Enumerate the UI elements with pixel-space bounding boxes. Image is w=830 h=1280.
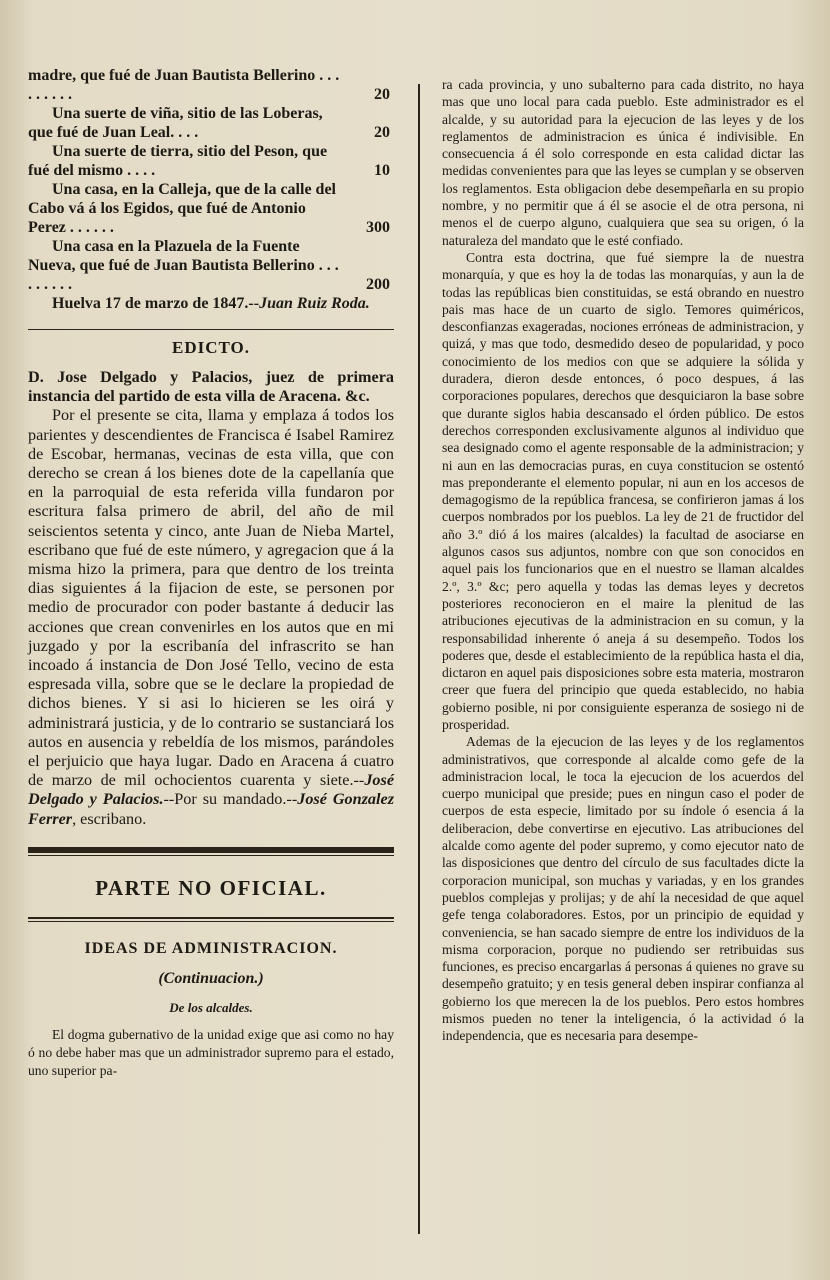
inventory-entry xyxy=(28,237,394,294)
column-rule xyxy=(418,84,420,1234)
edicto-mandate: --Por su mandado.-- xyxy=(163,790,298,809)
article-paragraph: Ademas de la ejecucion de las leyes y de los reglamentos administrativos, que corresponde al alcalde como gefe de la administracion local, le toca la ejecucion de los acuerdos del cuerpo municipal que preside; pues en ningun caso el poder de cuerpos de esta especie, limitado por su índole ó esencia á la deliberacion, debe convertirse en ejecutivo. Las atribuciones del alcalde como agente del poder supremo, y como ejecutor nato de las disposiciones que dentro del círculo de sus facultades dicte la corporacion municipal, son muchas y variadas, y en los grandes pueblos complejas y prolijas; y de ahí la necesidad de que aquel gefe tenga colaboradores. Estos, por un principio de equidad y conveniencia, se han sacado siempre de entre los individuos de la misma corporacion, porque no pudiendo ser retribuidas sus funciones, es preciso encargarlas á personas á quienes no grave su desempeño gratuito; y en tesis general deben inspirar confianza al gobierno los que merecen la de los pueblos. Pero estos hombres mismos pueden no tener la inteligencia, ó la actividad ó la independencia, que es necesaria para desempe- xyxy=(442,734,804,1044)
article-paragraph: Contra esta doctrina, que fué siempre la de nuestra monarquía, y que es hoy la de todas las monarquías, y aun la de todas las repúblicas bien constituidas, se está obrando en nuestro pais mas hace de un cuarto de siglo. Temores quiméricos, desconfianzas exageradas, nociones erróneas de administracion, y quizá, y mas que todo, desmedido deseo de popularidad, y poco conocimiento de los medios con que se adquiere la sólida y duradera, dieron desde entonces, ó poco despues, á las corporaciones populares, derechos que desquiciaron la base sobre que durante siglos habia descansado el órden público. De estos derechos corresponden exclusivamente algunos al individuo que sea designado como el agente responsable de la administracion; y ni aun en las democracias puras, en cuya constitucion se ostentó mas preponderante el elemento popular, ni aun en los accesos de demagogismo de la república francesa, se confirieron jamas á los cuerpos nombrados por los pueblos. La ley de 21 de fructidor del año 3.º dió á los maires (alcaldes) la facultad de asociarse en algunos casos sus adjuntos, nombre con que son conocidos en aquel pais los funcionarios que en el nuestro se llaman alcaldes 2.º, 3.º &c; pero aquella y todas las demas leyes y decretos posteriores reconocieron en el maire la plenitud de las atribuciones ejecutivas de la administracion en su comun, y la responsabilidad inherente ó aneja á su desempeño. Todos los poderes que, desde el establecimiento de la república hasta el dia, dictaron en aquel pais disposiciones sobre esta materia, mostraron creer que fuera del principio que queda establecido, no habia gobierno posible, ni por consiguiente esperanza de sosiego ni de prosperidad. xyxy=(442,249,804,732)
inventory-entry xyxy=(28,104,394,142)
entry-text: Una casa en la Plazuela de la Fuente Nueva, que fué de Juan Bautista Bellerino . . . . . . . . . xyxy=(28,238,339,293)
edicto-heading: EDICTO. xyxy=(171,338,250,357)
continuation-label: (Continuacion.) xyxy=(158,969,264,987)
entry-text: Una suerte de viña, sitio de las Loberas, que fué de Juan Leal. . . . xyxy=(28,105,323,141)
parte-title: PARTE NO OFICIAL. xyxy=(95,875,327,900)
double-rule xyxy=(28,917,394,922)
section-divider xyxy=(28,329,394,330)
edicto-body xyxy=(28,368,394,829)
left-column xyxy=(28,66,394,1080)
entry-amount: 300 xyxy=(366,219,390,236)
subsection-title: De los alcaldes. xyxy=(169,999,253,1015)
heavy-rule xyxy=(28,847,394,853)
edicto-lead: D. Jose Delgado y Palacios, juez de primera instancia del partido de esta villa de Aracena. &c. xyxy=(28,368,394,406)
section-title: IDEAS DE ADMINISTRACION. xyxy=(84,939,338,957)
thin-rule xyxy=(28,855,394,856)
inventory-entry xyxy=(28,142,394,180)
article-paragraph: ra cada provincia, y uno subalterno para cada distrito, no haya mas que uno local para cada pueblo. Este administrador es el alcalde, y su autoridad para la ejecucion de las leyes y de los reglamentos de administracion es única é indivisible. En consecuencia á él solo corresponde en esta calidad dictar las medidas convenientes para que las leyes se cumplan y se observen los reglamentos. Esta obligacion debe desempeñarla en su propio nombre, y no permitir que á él se asocie el de otra persona, ni menos el de cuerpo alguno, cualquiera que sea su origen, ó la naturaleza del mandato que le esté confiado. xyxy=(442,77,804,248)
signoff-signature: Juan Ruiz Roda. xyxy=(259,295,370,312)
edicto-signature-notary: José Gonzalez Ferrer xyxy=(28,790,394,828)
intro-paragraph: El dogma gubernativo de la unidad exige que asi como no hay ó no debe haber mas que un administrador supremo para el estado, uno superior pa- xyxy=(28,1026,394,1078)
inventory-entry xyxy=(28,66,394,104)
entry-amount: 10 xyxy=(374,162,390,179)
edicto-tail: , escribano. xyxy=(72,809,147,828)
entry-text: Una suerte de tierra, sitio del Peson, que fué del mismo . . . . xyxy=(28,143,328,179)
entry-text: Una casa, en la Calleja, que de la calle del Cabo vá á los Egidos, que fué de Antonio Perez . . . . . . xyxy=(28,181,336,236)
entry-text: madre, que fué de Juan Bautista Bellerino . . . . . . . . . xyxy=(28,67,340,103)
edicto-signature-judge: José Delgado y Palacios. xyxy=(28,771,394,809)
edicto-text: Por el presente se cita, llama y emplaza á todos los parientes y descendientes de Francisca é Isabel Ramirez de Escobar, hermanas, vecinas de esta villa, que con derecho se crean á los bienes dote de la capellanía que en la parroquial de esta referida villa fundaron por escritura falsa primero de abril, del año de mil seiscientos setenta y cinco, ante Juan de Nieba Martel, escribano que fué de este número, y agregacion que á la misma hizo la primera, para que dentro de los treinta dias siguientes á la fijacion de este, se personen por medio de procurador con poder bastante á deducir las acciones que crean convenirles en los autos que en mi juzgado y por la escribanía del infrascrito se han incoado á instancia de Don José Tello, vecino de esta espresada villa, sobre que se le declare la propiedad de dichos bienes. Y si asi lo hicieren se les oirá y administrará justicia, y de lo contrario se sustanciará los autos en ausencia y rebeldía de los mismos, parándoles el perjuicio que haya lugar. Dado en Aracena á cuatro de marzo de mil ochocientos cuarenta y siete.-- xyxy=(28,406,394,790)
inventory-entry xyxy=(28,180,394,237)
entry-amount: 20 xyxy=(374,124,390,141)
signoff xyxy=(28,294,394,313)
signoff-date: Huelva 17 de marzo de 1847.-- xyxy=(52,295,260,312)
entry-amount: 20 xyxy=(374,86,390,103)
edicto-paragraph xyxy=(28,406,394,828)
right-column xyxy=(442,76,804,1045)
entry-amount: 200 xyxy=(366,276,390,293)
